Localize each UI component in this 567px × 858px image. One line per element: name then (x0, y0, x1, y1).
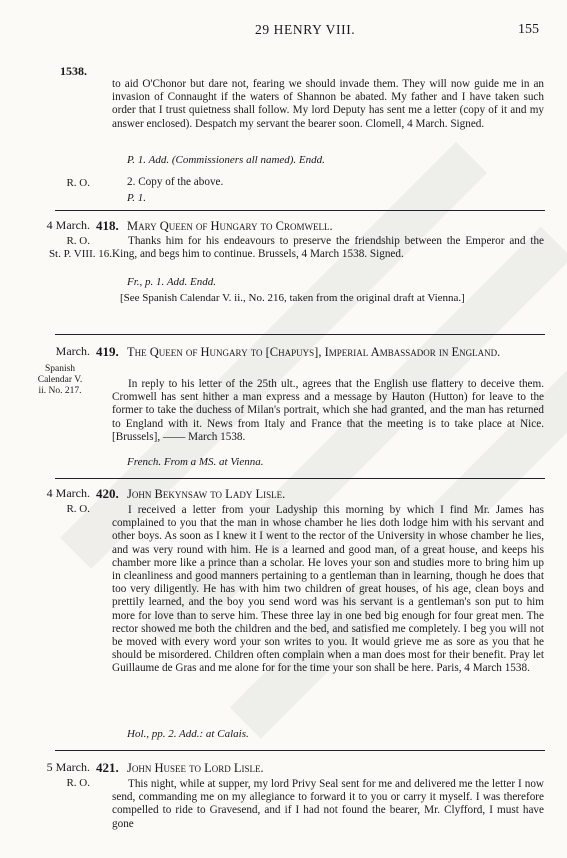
entry-title: John Husee to Lord Lisle. (127, 761, 264, 775)
entry-body: to aid O'Chonor but dare not, fearing we should invade them. They will now guide me in an invasion of Connaught if the waters of Shannon be abated. My father and I have taken such order that I trust quietness shall follow. My lord Deputy has sent me a letter (copy of it and my answer enclosed). Despatch my servant the bearer soon. Clomell, 4 March. Signed. (112, 78, 544, 130)
page-header (0, 22, 567, 42)
entry-meta: P. 1. (127, 192, 147, 204)
entry-margin: St. P. VIII. 16. (48, 248, 112, 260)
entry-number: 418. (96, 218, 119, 233)
entry-margin: R. O. (66, 235, 90, 247)
page-number: 155 (518, 22, 539, 37)
entry-note: [See Spanish Calendar V. ii., No. 216, taken from the original draft at Vienna.] (120, 292, 465, 304)
divider (55, 334, 545, 335)
entry-body: This night, while at supper, my lord Privy Seal sent for me and delivered me the letter I now send, commanding me on my allegiance to forward it to you or carry it myself. I was therefore compelled to ride to Gravesend, and if I had not found the bearer, Mr. Clyfford, I must have gone (112, 778, 544, 830)
running-head: 29 HENRY VIII. (255, 22, 356, 37)
entry-title: The Queen of Hungary to [Chapuys], Imperial Ambassador in England. (127, 345, 501, 359)
entry-meta: French. From a MS. at Vienna. (127, 456, 264, 468)
entry-date: 4 March. (46, 218, 90, 232)
entry-date: March. (55, 344, 90, 358)
entry-body: In reply to his letter of the 25th ult., agrees that the English use flattery to deceive them. Cromwell has sent hither a man express and a message by Hauton (Hutton) for leave to the former to take the duchess of Milan's portrait, which she had granted, and the man has returned to England with it. News from Italy and France that the meeting is to take place at Nice. [Brussels], —— March 1538. (112, 378, 544, 443)
entry-margin: R. O. (66, 503, 90, 515)
entry-margin: R. O. (66, 177, 90, 189)
entry-body: I received a letter from your Ladyship this morning by which I find Mr. James has complained to you that the man in whose chamber he lies doth lodge him with his servant and other boys. As soon as I knew it I went to the rector of the University in whose chamber he lies, and was very round with him. He is a learned and good man, of a great house, and keeps his chamber more like a prince than a scholar. He loves your son and studies more to bring him up in cleanliness and good manners pertaining to a gentleman than in learning, though he does that too very diligently. He has with him two children of great houses, of his age, clean boys and prettily learned, and the boy you send word was his servant is a gentleman's son put to him more for love than to serve him. These three lay in one bed big enough for four great men. The rector showed me both the children and the bed, and satisfied me completely. I beg you will not be moved with every word your son writes to you. It would grieve me as sore as you that he should be misordered. Children often complain when a man does most for their benefit. Pray let Guillaume de Gras and me alone for for the time your son shall be here. Paris, 4 March 1538. (112, 504, 544, 675)
entry-margin: R. O. (66, 777, 90, 789)
year-marker: 1538. (60, 64, 87, 78)
entry-title: Mary Queen of Hungary to Cromwell. (127, 219, 333, 233)
entry-margin: Spanish Calendar V. ii. No. 217. (37, 364, 83, 396)
entry-meta: P. 1. Add. (Commissioners all named). Endd. (127, 154, 325, 166)
divider (55, 478, 545, 479)
entry-number: 421. (96, 760, 119, 775)
divider (55, 210, 545, 211)
entry-meta: Fr., p. 1. Add. Endd. (127, 276, 217, 288)
entry-title: John Bekynsaw to Lady Lisle. (127, 487, 286, 501)
entry-body: Thanks him for his endeavours to preserve the friendship between the Emperor and the King, and begs him to continue. Brussels, 4 March 1538. Signed. (112, 235, 544, 261)
entry-body: 2. Copy of the above. (127, 176, 224, 188)
entry-date: 4 March. (46, 486, 90, 500)
divider (55, 750, 545, 751)
entry-number: 420. (96, 486, 119, 501)
entry-date: 5 March. (46, 760, 90, 774)
entry-number: 419. (96, 344, 119, 359)
entry-meta: Hol., pp. 2. Add.: at Calais. (127, 728, 249, 740)
